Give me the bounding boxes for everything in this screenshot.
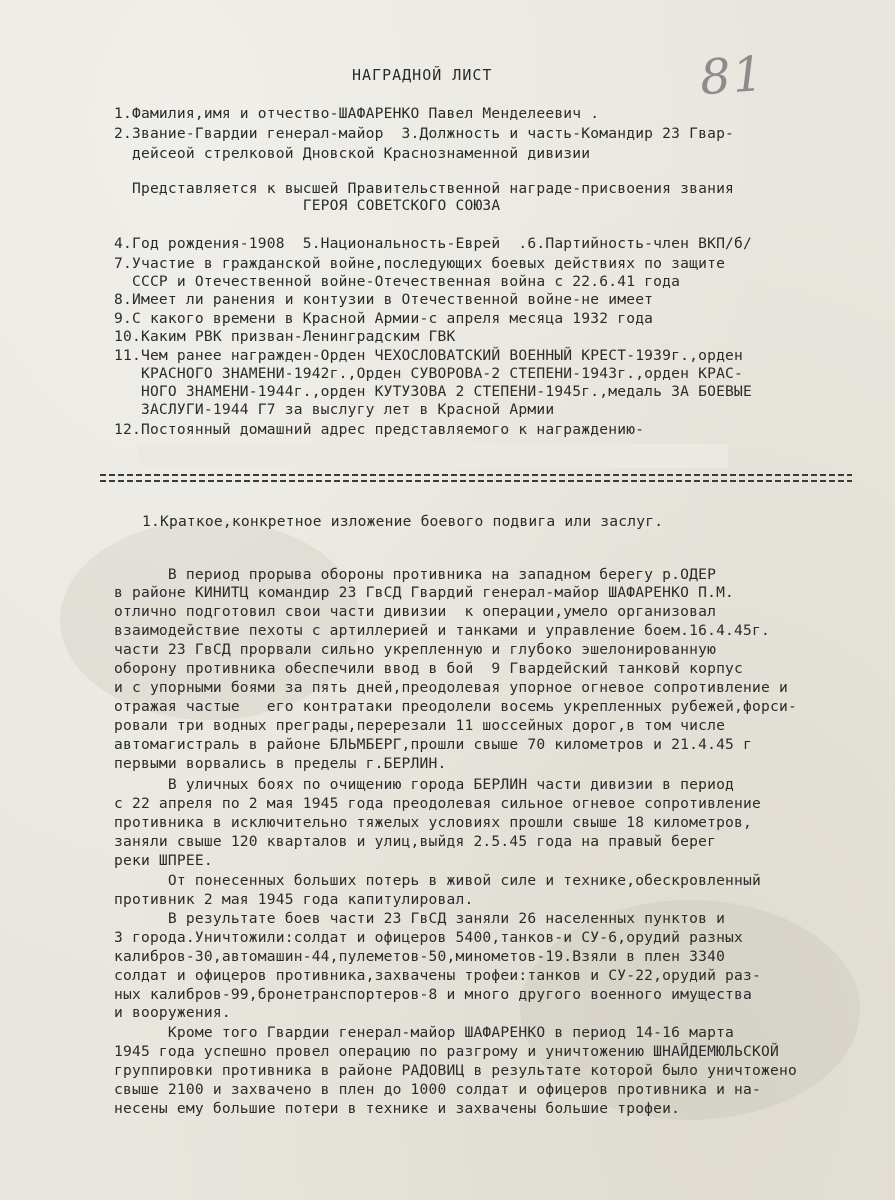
body-line: несены ему большие потери в технике и захвачены большие трофеи. [114,1100,681,1117]
header-line: 2.Звание-Гвардии генерал-майор 3.Должность и часть-Командир 23 Гвар- [114,125,735,142]
header-line: Представляется к высшей Правительственной награде-присвоения звания [114,180,735,197]
header-line: СССР и Отечественной войне-Отечественная война с 22.6.41 года [114,273,681,290]
body-line: отражая частые его контратаки преодолели восемь укрепленных рубежей,форси- [114,698,797,715]
body-line: реки ШПРЕЕ. [114,852,213,869]
body-line: заняли свыше 120 кварталов и улиц,выйдя 2.5.45 года на правый берег [114,833,717,850]
header-line: 9.С какого времени в Красной Армии-с апреля месяца 1932 года [114,310,654,327]
body-line: взаимодействие пехоты с артиллерией и танками и управление боем.16.4.45г. [114,622,770,639]
header-line: КРАСНОГО ЗНАМЕНИ-1942г.,Орден СУВОРОВА-2 СТЕПЕНИ-1943г.,орден КРАС- [114,365,744,382]
body-line: автомагистраль в районе БЛЬМБЕРГ,прошли свыше 70 километров и 21.4.45 г [114,736,753,753]
body-line: В уличных боях по очищению города БЕРЛИН части дивизии в период [114,776,735,793]
body-line: В результате боев части 23 ГвСД заняли 26 населенных пунктов и [114,910,726,927]
body-line: группировки противника в районе РАДОВИЦ в результате которой было уничтожено [114,1062,797,1079]
body-line: В период прорыва обороны противника на западном берегу р.ОДЕР [114,566,717,583]
header-line: ЗАСЛУГИ-1944 Г7 за выслугу лет в Красной Армии [114,401,555,418]
body-line: 3 города.Уничтожили:солдат и офицеров 5400,танков-и СУ-6,орудий разных [114,929,744,946]
body-line: противника в исключительно тяжелых условиях прошли свыше 18 километров, [114,814,753,831]
body-line: оборону противника обеспечили ввод в бой 9 Гвардейский танковй корпус [114,660,744,677]
header-line: 11.Чем ранее награжден-Орден ЧЕХОСЛОВАТСКИЙ ВОЕННЫЙ КРЕСТ-1939г.,орден [114,347,744,364]
document-title: НАГРАДНОЙ ЛИСТ [352,66,493,84]
body-line: ных калибров-99,бронетранспортеров-8 и много другого военного имущества [114,986,753,1003]
body-line: калибров-30,автомашин-44,пулеметов-50,минометов-19.Взяли в плен 3340 [114,948,726,965]
body-line: солдат и офицеров противника,захвачены трофеи:танков и СУ-22,орудий раз- [114,967,762,984]
header-line: НОГО ЗНАМЕНИ-1944г.,орден КУТУЗОВА 2 СТЕПЕНИ-1945г.,медаль ЗА БОЕВЫЕ [114,383,753,400]
body-line: части 23 ГвСД прорвали сильно укрепленную и глубоко эшелонированную [114,641,717,658]
archive-page-number: 81 [698,45,767,107]
body-line: и с упорными боями за пять дней,преодолевая упорное огневое сопротивление и [114,679,788,696]
double-separator [100,474,852,488]
section-heading: 1.Краткое,конкретное изложение боевого подвига или заслуг. [142,513,664,530]
body-line: отлично подготовил свои части дивизии к операции,умело организовал [114,603,717,620]
body-line: и вооружения. [114,1004,231,1021]
redacted-address [138,444,728,468]
body-line: первыми ворвались в пределы г.БЕРЛИН. [114,755,447,772]
header-line: 12.Постоянный домашний адрес представляемого к награждению- [114,421,645,438]
body-line: От понесенных больших потерь в живой силе и технике,обескровленный [114,872,762,889]
body-line: с 22 апреля по 2 мая 1945 года преодолевая сильное огневое сопротивление [114,795,762,812]
header-line: ГЕРОЯ СОВЕТСКОГО СОЮЗА [114,197,501,214]
header-line: 7.Участие в гражданской войне,последующих боевых действиях по защите [114,255,726,272]
header-line: 4.Год рождения-1908 5.Национальность-Еврей .6.Партийность-член ВКП/б/ [114,235,753,252]
body-line: в районе КИНИТЦ командир 23 ГвСД Гвардий генерал-майор ШАФАРЕНКО П.М. [114,584,735,601]
header-line: 1.Фамилия,имя и отчество-ШАФАРЕНКО Павел Менделеевич . [114,105,600,122]
body-line: Кроме того Гвардии генерал-майор ШАФАРЕНКО в период 14-16 марта [114,1024,735,1041]
body-line: 1945 года успешно провел операцию по разгрому и уничтожению ШНАЙДЕМЮЛЬСКОЙ [114,1043,779,1060]
header-line: дейсеой стрелковой Дновской Краснознаменной дивизии [114,145,591,162]
body-line: свыше 2100 и захвачено в плен до 1000 солдат и офицеров противника и на- [114,1081,762,1098]
header-line: 8.Имеет ли ранения и контузии в Отечественной войне-не имеет [114,291,654,308]
body-line: противник 2 мая 1945 года капитулировал. [114,891,474,908]
header-line: 10.Каким РВК призван-Ленинградским ГВК [114,328,456,345]
body-line: ровали три водных преграды,перерезали 11 шоссейных дорог,в том числе [114,717,726,734]
